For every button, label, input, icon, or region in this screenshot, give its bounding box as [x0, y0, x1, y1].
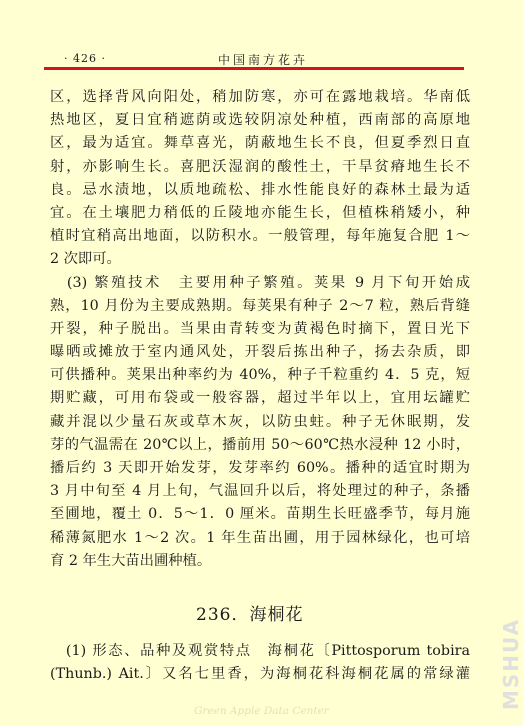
- text-line: 熟，10 月份为主要成熟期。每荚果有种子 2～7 粒，熟后背缝: [50, 297, 470, 314]
- running-title: 中国南方花卉: [218, 53, 309, 67]
- text-line: 区，选择背风向阳处，稍加防寒，亦可在露地栽培。华南低: [50, 89, 470, 105]
- text-line: 射，亦影响生长。喜肥沃湿润的酸性土，干旱贫瘠地生长不: [50, 158, 470, 175]
- text-line: 至圃地，覆土 0．5～1．0 厘米。苗期生长旺盛季节，每月施: [50, 506, 470, 523]
- text-line: 期贮藏，可用布袋或一般容器，超过半年以上，宜用坛罐贮: [50, 390, 470, 407]
- text-line: 藏并混以少量石灰或草木灰，以防虫蛀。种子无休眠期，发: [50, 413, 470, 430]
- text-line: (1) 形态、品种及观赏特点 海桐花〔Pittosporum tobira: [50, 643, 470, 659]
- text-line: 可供播种。荚果出种率约为 40%，种子千粒重约 4．5 克，短: [50, 367, 470, 384]
- side-watermark-text: MSHUA: [499, 617, 523, 710]
- text-line: (Thunb.) Ait.〕又名七里香，为海桐花科海桐花属的常绿灌: [50, 666, 470, 683]
- text-line: 播后约 3 天即开始发芽，发芽率约 60%。播种的适宜时期为: [50, 460, 470, 476]
- text-line: 良。忌水渍地，以质地疏松、排水性能良好的森林土最为适: [50, 181, 470, 198]
- bottom-watermark: Green Apple Data Center: [194, 705, 329, 717]
- text-line: 芽的气温需在 20℃以上，播前用 50～60℃热水浸种 12 小时，: [50, 436, 470, 453]
- text-line: 开裂，种子脱出。当果由青转变为黄褐色时摘下，置日光下: [50, 320, 470, 337]
- text-line: 育 2 年生大苗出圃种植。: [50, 552, 212, 569]
- section-body: [50, 640, 470, 686]
- text-line: 2 次即可。: [50, 251, 121, 268]
- text-line: (3) 繁殖技术 主要用种子繁殖。荚果 9 月下旬开始成: [50, 274, 470, 291]
- text-line: 稀薄氮肥水 1～2 次。1 年生苗出圃，用于园林绿化，也可培: [50, 529, 470, 546]
- body-text: [50, 86, 470, 573]
- text-line: 植时宜稍高出地面，以防积水。一般管理，每年施复合肥 1～: [50, 228, 470, 245]
- text-line: 宜。在土壤肥力稍低的丘陵地亦能生长，但植株稍矮小，种: [50, 204, 470, 221]
- text-line: 热地区，夏日宜稍遮荫或选较阴凉处种植，西南部的高原地: [50, 112, 470, 129]
- text-line: 曝晒或摊放于室内通风处，开裂后拣出种子，扬去杂质，即: [50, 344, 470, 361]
- paragraph-propagation: [50, 272, 470, 573]
- page-header: [0, 0, 508, 70]
- side-watermark: [475, 610, 523, 710]
- text-line: 3 月中旬至 4 月上旬，气温回升以后，将处理过的种子，条播: [50, 483, 470, 500]
- header-rule: [44, 67, 464, 70]
- section-heading: 236．海桐花: [196, 605, 304, 625]
- page-number: · 426 ·: [64, 52, 106, 65]
- text-line: 区，最为适宜。舞草喜光，荫蔽地生长不良，但夏季烈日直: [50, 135, 470, 152]
- paragraph-continuation: [50, 86, 470, 272]
